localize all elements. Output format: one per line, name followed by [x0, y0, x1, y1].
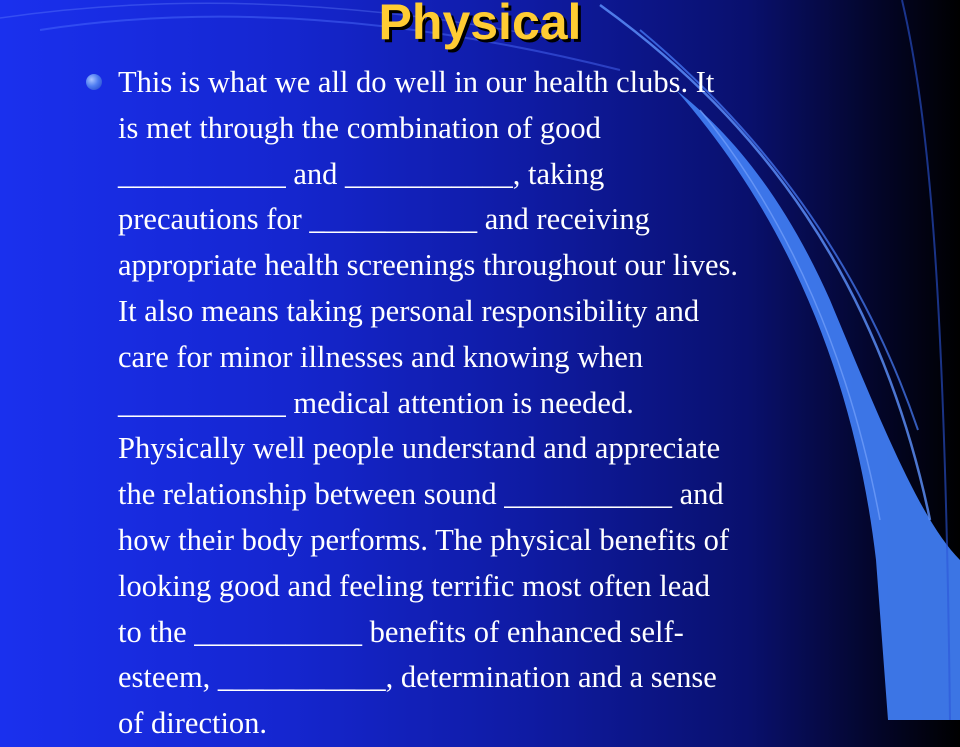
- bullet-icon: [86, 74, 102, 90]
- slide-title: Physical: [378, 0, 582, 50]
- slide-body-text: This is what we all do well in our health clubs. It is met through the combination of good ___________ and ___________, taking precautions for ___________ and receiving appropriate health screenings throughout our lives. It also means taking personal responsibility and care for minor illnesses and knowing when ___________ medical attention is needed. Physically well people understand and appreciate the relationship between sound ___________ and how their body performs. The physical benefits of looking good and feeling terrific most often lead to the ___________ benefits of enhanced self- esteem, ___________, determination and a sense of direction.: [118, 65, 738, 741]
